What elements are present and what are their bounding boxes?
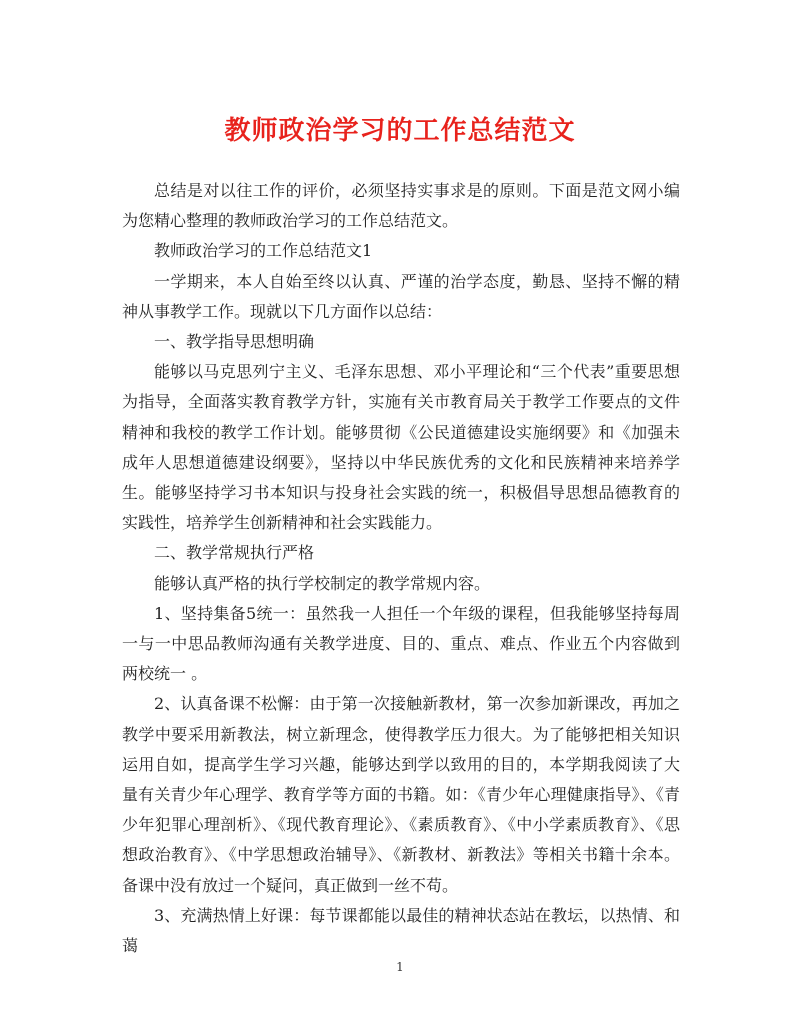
body-paragraph: 一学期来，本人自始至终以认真、严谨的治学态度，勤恳、坚持不懈的精神从事教学工作。现就以下几方面作以总结： xyxy=(122,271,680,321)
list-item-paragraph: 3、充满热情上好课：每节课都能以最佳的精神状态站在教坛，以热情、和蔼 xyxy=(122,905,680,956)
subsection-heading: 二、教学常规执行严格 xyxy=(154,543,315,563)
list-item-paragraph: 2、认真备课不松懈：由于第一次接触新教材，第一次参加新课改，再加之教学中要采用新教法，树立新理念，使得教学压力很大。为了能够把相关知识运用自如，提高学生学习兴趣，能够达到学以致用的目的，本学期我阅读了大量有关青少年心理学、教育学等方面的书籍。如：《青少年心理健康指导》、《青少年犯罪心理剖析》、《现代教育理论》、《素质教育》、《中小学素质教育》、《思想政治教育》、《中学思想政治辅导》、《新教材、新教法》等相关书籍十余本。备课中没有放过一个疑问，真正做到一丝不苟。 xyxy=(122,694,680,895)
body-paragraph: 能够以马克思列宁主义、毛泽东思想、邓小平理论和“三个代表”重要思想为指导，全面落实教育教学方针，实施有关市教育局关于教学工作要点的文件精神和我校的教学工作计划。能够贯彻《公民道德建设实施纲要》和《加强未成年人思想道德建设纲要》，坚持以中华民族优秀的文化和民族精神来培养学生。能够坚持学习书本知识与投身社会实践的统一，积极倡导思想品德教育的实践性，培养学生创新精神和社会实践能力。 xyxy=(122,362,680,533)
list-item-paragraph: 1、坚持集备5统一：虽然我一人担任一个年级的课程，但我能够坚持每周一与一中思品教师沟通有关教学进度、目的、重点、难点、作业五个内容做到两校统一 。 xyxy=(122,603,680,684)
intro-paragraph: 总结是对以往工作的评价，必须坚持实事求是的原则。下面是范文网小编为您精心整理的教师政治学习的工作总结范文。 xyxy=(122,181,680,231)
body-paragraph: 能够认真严格的执行学校制定的教学常规内容。 xyxy=(154,573,491,593)
document-body xyxy=(122,176,680,961)
subsection-heading: 一、教学指导思想明确 xyxy=(154,332,315,352)
document-title: 教师政治学习的工作总结范文 xyxy=(224,116,576,146)
page-number: 1 xyxy=(396,960,404,974)
section-heading: 教师政治学习的工作总结范文1 xyxy=(154,241,373,261)
